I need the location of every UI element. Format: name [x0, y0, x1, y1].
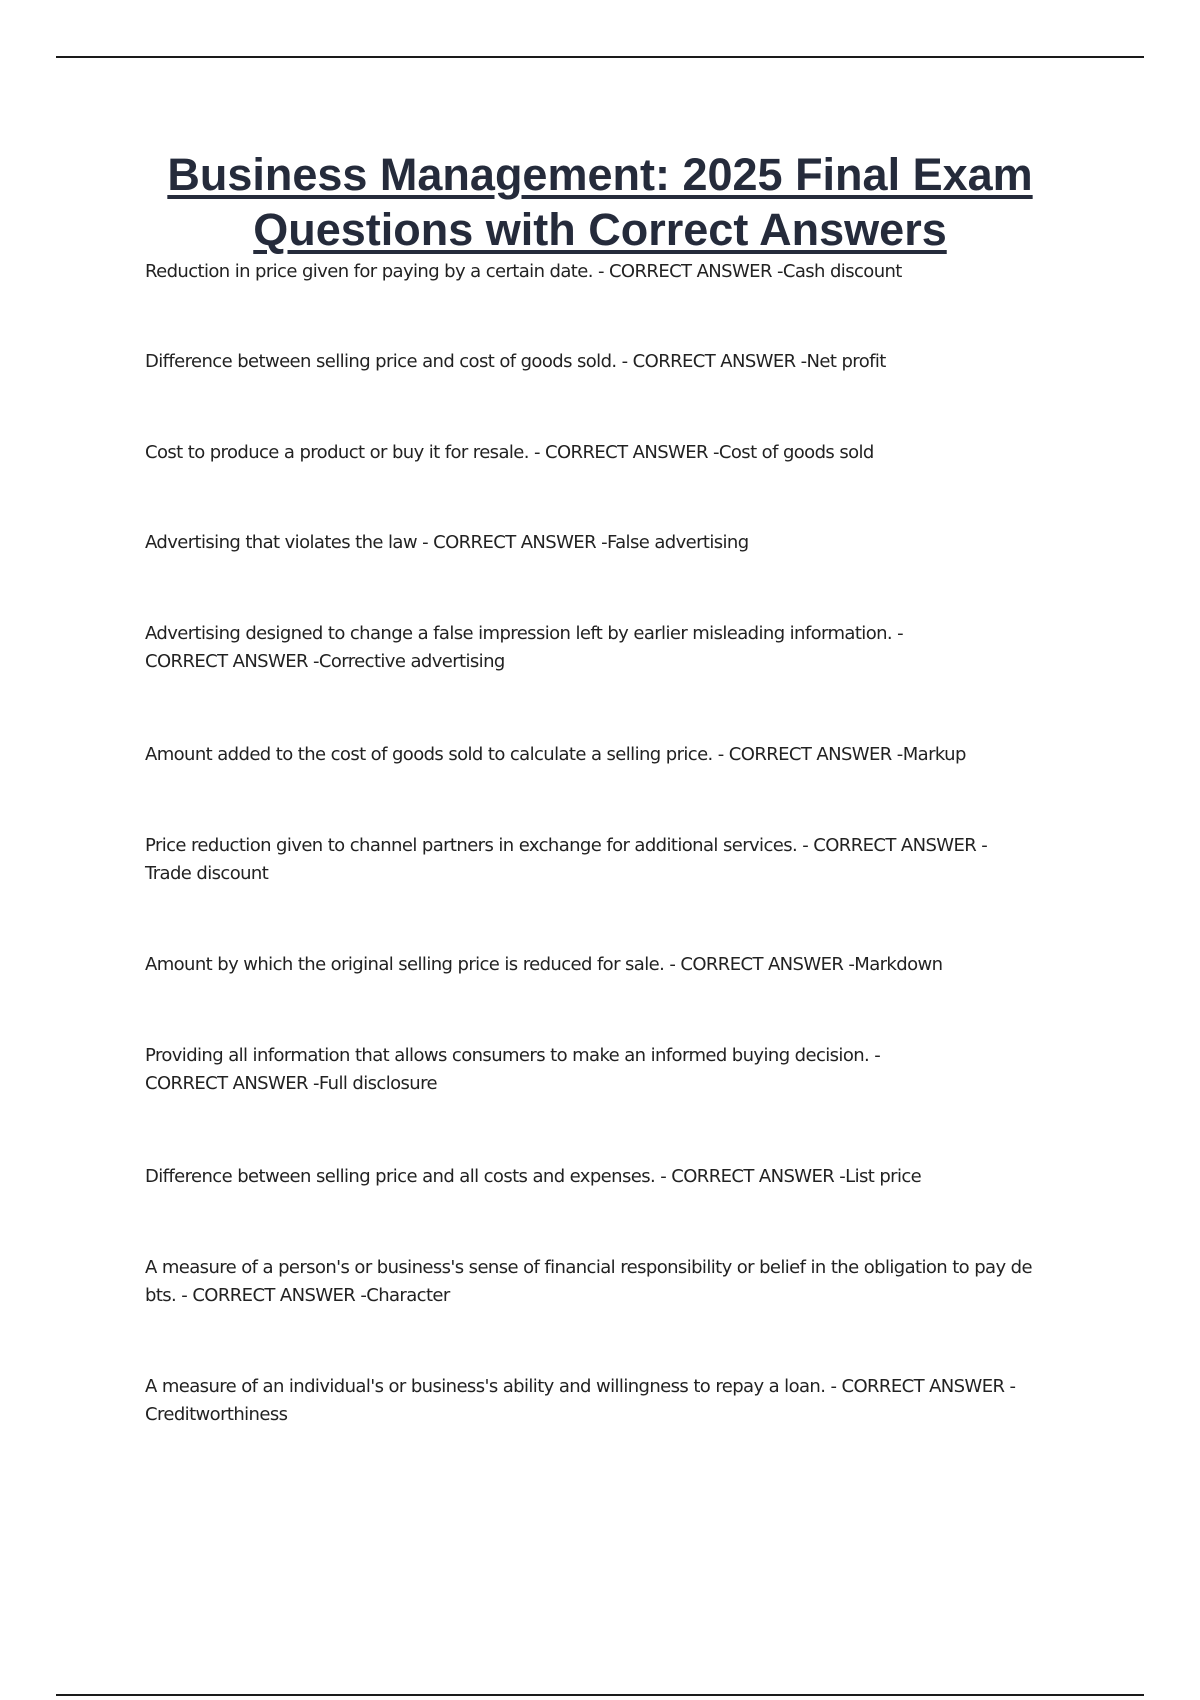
qa-text-continued: CORRECT ANSWER -Full disclosure: [145, 1073, 437, 1094]
qa-item: [145, 741, 966, 769]
qa-text: Cost to produce a product or buy it for resale. - CORRECT ANSWER -Cost of goods sold: [145, 442, 874, 463]
qa-text: Amount by which the original selling price is reduced for sale. - CORRECT ANSWER -Markdown: [145, 954, 943, 975]
qa-text-continued: bts. - CORRECT ANSWER -Character: [145, 1285, 450, 1306]
bottom-rule: [56, 1694, 1144, 1696]
qa-text: Difference between selling price and all costs and expenses. - CORRECT ANSWER -List price: [145, 1166, 922, 1187]
qa-text: Providing all information that allows consumers to make an informed buying decision. -: [145, 1045, 881, 1066]
qa-item: [145, 1042, 880, 1098]
top-rule: [56, 56, 1144, 58]
qa-text: A measure of a person's or business's sense of financial responsibility or belief in the obligation to pay de: [145, 1257, 1032, 1278]
qa-text-continued: CORRECT ANSWER -Corrective advertising: [145, 651, 505, 672]
qa-item: [145, 258, 1090, 286]
title-line-2: Questions with Correct Answers: [253, 204, 947, 255]
qa-text-continued: Trade discount: [145, 863, 269, 884]
qa-item: [145, 529, 749, 557]
title-line-1: Business Management: 2025 Final Exam: [167, 149, 1033, 200]
qa-item: [145, 1163, 921, 1191]
qa-item: [145, 620, 903, 676]
qa-text-continued: Creditworthiness: [145, 1404, 288, 1425]
qa-text: Advertising that violates the law - CORRECT ANSWER -False advertising: [145, 532, 749, 553]
qa-item: [145, 1254, 1032, 1310]
qa-text: Amount added to the cost of goods sold to calculate a selling price. - CORRECT ANSWER -Markup: [145, 744, 966, 765]
qa-text: Price reduction given to channel partners in exchange for additional services. - CORRECT ANSWER -: [145, 835, 988, 856]
qa-item: [145, 348, 886, 376]
qa-text: A measure of an individual's or business's ability and willingness to repay a loan. - CORRECT ANSWER -: [145, 1376, 1016, 1397]
qa-text: Difference between selling price and cost of goods sold. - CORRECT ANSWER -Net profit: [145, 351, 886, 372]
qa-item: [145, 951, 942, 979]
qa-item: [145, 832, 987, 888]
qa-text: Advertising designed to change a false impression left by earlier misleading information. -: [145, 623, 904, 644]
qa-item: [145, 439, 874, 467]
document-title: [100, 147, 1100, 257]
qa-list: [145, 258, 1090, 1425]
qa-text: Reduction in price given for paying by a certain date. - CORRECT ANSWER -Cash discount: [145, 261, 902, 282]
qa-item: [145, 1373, 1015, 1429]
